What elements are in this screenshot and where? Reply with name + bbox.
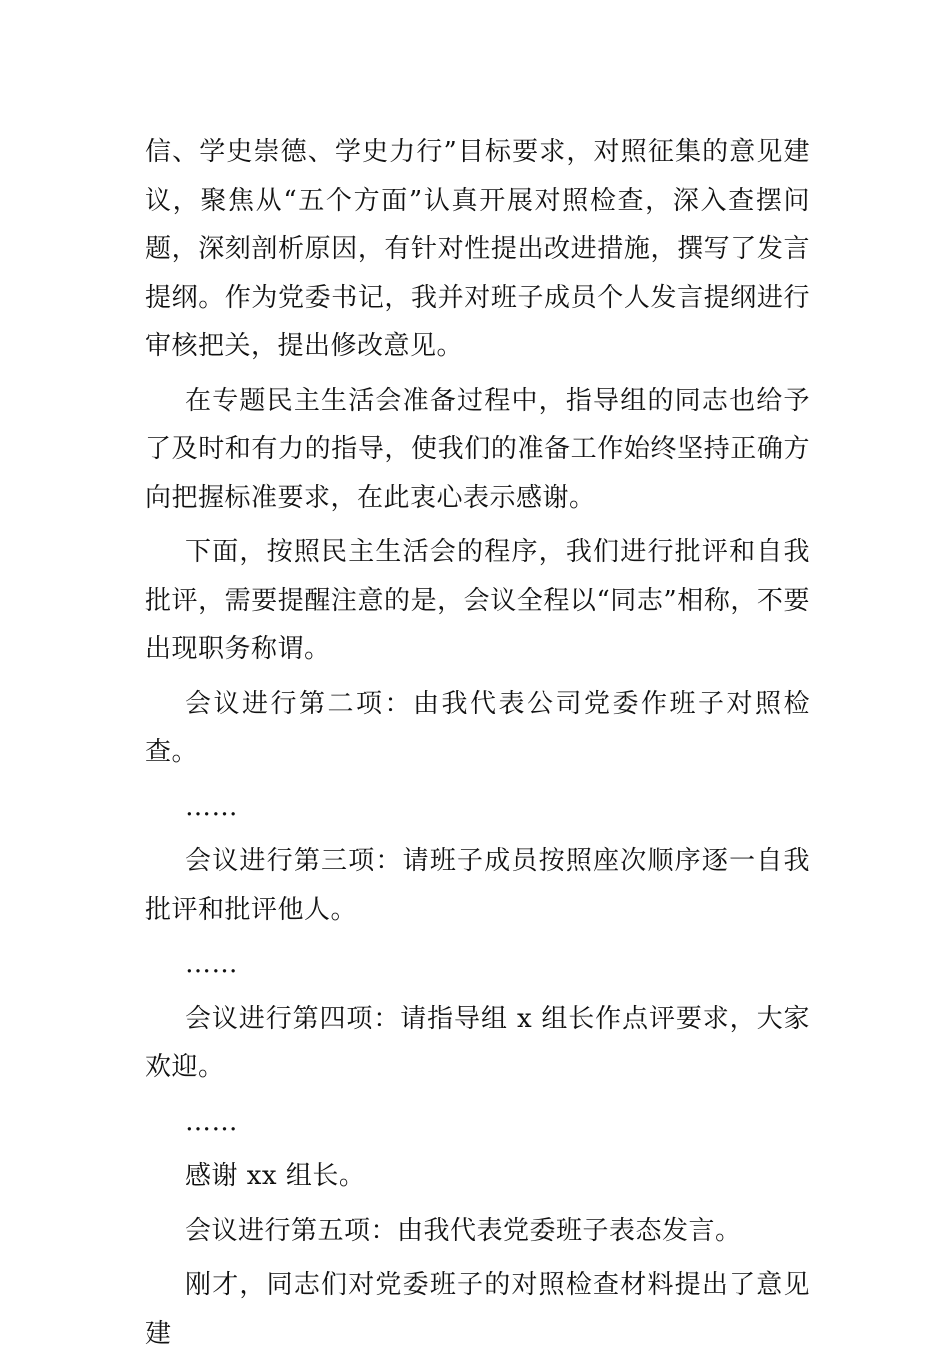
paragraph-procedure-note: 下面，按照民主生活会的程序，我们进行批评和自我批评，需要提醒注意的是，会议全程以“同志”相称，不要出现职务称谓。	[145, 537, 810, 664]
paragraph-closing-start: 刚才，同志们对党委班子的对照检查材料提出了意见建	[145, 1270, 810, 1349]
paragraph-ellipsis: ……	[185, 1106, 238, 1137]
paragraph-ellipsis: ……	[185, 791, 238, 822]
paragraph-agenda-item-4: 会议进行第四项：请指导组 x 组长作点评要求，大家欢迎。	[145, 1003, 810, 1082]
paragraph-agenda-item-3: 会议进行第三项：请班子成员按照座次顺序逐一自我批评和批评他人。	[145, 846, 810, 925]
paragraph-continuation: 信、学史崇德、学史力行”目标要求，对照征集的意见建议，聚焦从“五个方面”认真开展对照检查，深入查摆问题，深刻剖析原因，有针对性提出改进措施，撰写了发言提纲。作为党委书记，我并对班子成员个人发言提纲进行审核把关，提出修改意见。	[145, 137, 810, 361]
paragraph-ellipsis: ……	[185, 949, 238, 979]
paragraph-guidance-thanks: 在专题民主生活会准备过程中，指导组的同志也给予了及时和有力的指导，使我们的准备工作始终坚持正确方向把握标准要求，在此衷心表示感谢。	[145, 385, 810, 513]
paragraph-agenda-item-2: 会议进行第二项：由我代表公司党委作班子对照检查。	[145, 688, 810, 767]
paragraph-thanks-leader: 感谢 xx 组长。	[185, 1161, 366, 1191]
paragraph-agenda-item-5: 会议进行第五项：由我代表党委班子表态发言。	[185, 1215, 742, 1246]
document-body	[145, 128, 810, 1358]
